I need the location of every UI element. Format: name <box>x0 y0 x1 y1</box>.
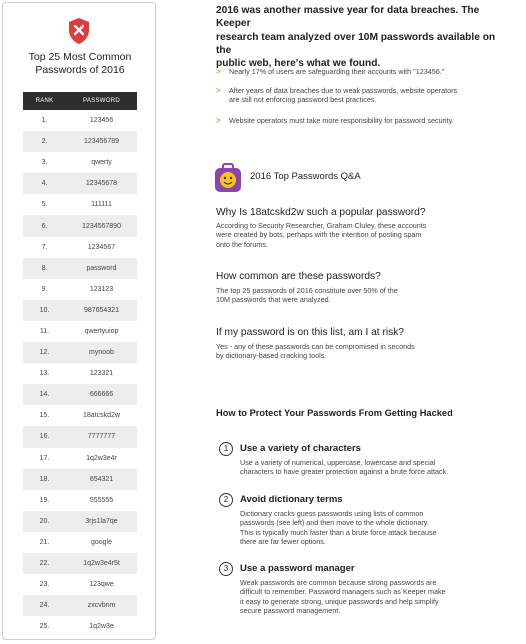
rank-cell: 9. <box>41 285 48 293</box>
rank-cell: 21. <box>39 538 50 546</box>
finding-bullet <box>216 116 506 125</box>
rank-cell: 1. <box>41 117 48 125</box>
rank-cell: 7. <box>41 243 48 251</box>
tip-line: secure password management. <box>240 605 341 615</box>
tip-body <box>240 509 502 546</box>
rank-cell: 3. <box>41 159 48 167</box>
qa-answer <box>216 342 496 361</box>
finding-bullet <box>216 67 506 76</box>
qa-answer <box>216 221 496 249</box>
password-cell: google <box>90 538 113 546</box>
password-cell: 123123 <box>89 285 114 293</box>
table-row <box>23 237 137 258</box>
answer-line: by dictionary-based cracking tools. <box>216 351 327 361</box>
password-cell: 3rjs1la7qe <box>85 517 118 525</box>
table-row <box>23 469 137 490</box>
answer-line: 10M passwords that were analyzed. <box>216 295 331 305</box>
password-cell: 1q2w3e4r <box>86 454 117 462</box>
password-cell: 1234567 <box>87 243 116 251</box>
answer-line: The top 25 passwords of 2016 constitute over 50% of the <box>216 286 398 295</box>
table-row <box>23 152 137 173</box>
intro-line: 2016 was another massive year for data breaches. The Keeper <box>216 5 480 30</box>
password-cell: 123456 <box>89 117 114 125</box>
password-cell: mynoob <box>89 349 114 357</box>
arrow-icon: > <box>216 86 221 95</box>
rank-cell: 22. <box>39 560 50 568</box>
tip-body <box>240 458 502 477</box>
password-cell: 1q2w3e4r5t <box>83 560 120 568</box>
tip-title: Use a password manager <box>240 563 355 574</box>
bullet-text: Nearly 17% of users are safeguarding their accounts with "123456." <box>229 67 445 76</box>
arrow-icon: > <box>216 67 221 76</box>
answer-line: were created by bots, perhaps with the intention of posting spam <box>216 230 422 240</box>
password-cell: zxcvbnm <box>87 602 116 610</box>
table-row <box>23 173 137 194</box>
tip-line: it easy to generate strong, unique passwords and help simplify <box>240 596 439 606</box>
password-cell: qwerty <box>91 159 112 167</box>
tip-line: passwords (see left) and then move to the whole dictionary. <box>240 518 429 528</box>
rank-cell: 23. <box>39 581 50 589</box>
rank-cell: 14. <box>39 391 50 399</box>
table-row <box>23 553 137 574</box>
password-cell: 12345678 <box>85 180 118 188</box>
top-passwords-panel <box>2 2 156 640</box>
password-cell: 1234567890 <box>82 222 121 230</box>
rank-cell: 18. <box>39 475 50 483</box>
passwords-table <box>23 92 137 637</box>
rank-cell: 4. <box>41 180 48 188</box>
password-cell: 111111 <box>91 201 112 209</box>
password-cell: 666666 <box>89 391 114 399</box>
protect-title: How to Protect Your Passwords From Getting Hacked <box>216 408 453 418</box>
answer-line: According to Security Researcher, Graham Cluley, these accounts <box>216 221 427 230</box>
table-row <box>23 300 137 321</box>
rank-cell: 15. <box>39 412 50 420</box>
table-row <box>23 532 137 553</box>
panel-title-line2: Passwords of 2016 <box>35 64 125 76</box>
bullet-text: are still not enforcing password best practices. <box>229 95 377 105</box>
rank-cell: 5. <box>41 201 48 209</box>
tip-line: Use a variety of numerical, uppercase, lowercase and special <box>240 458 436 467</box>
rank-cell: 20. <box>39 517 50 525</box>
table-body <box>23 110 137 637</box>
table-row <box>23 194 137 215</box>
rank-cell: 10. <box>39 306 50 314</box>
rank-cell: 12. <box>39 349 50 357</box>
password-cell: password <box>86 264 117 272</box>
arrow-icon: > <box>216 116 221 125</box>
rank-cell: 6. <box>41 222 48 230</box>
table-row <box>23 363 137 384</box>
table-row <box>23 616 137 637</box>
rank-cell: 13. <box>39 370 50 378</box>
rank-header: RANK <box>35 98 54 104</box>
tip-body <box>240 578 502 615</box>
qa-question: Why Is 18atcskd2w such a popular password? <box>216 207 426 218</box>
rank-cell: 8. <box>41 264 48 272</box>
table-row <box>23 110 137 131</box>
panel-title-line1: Top 25 Most Common <box>28 51 132 63</box>
rank-cell: 11. <box>39 327 50 335</box>
password-cell: 987654321 <box>83 306 120 314</box>
table-row <box>23 342 137 363</box>
answer-line: onto the forums. <box>216 239 268 249</box>
password-cell: 123321 <box>89 370 114 378</box>
password-cell: qwertyuiop <box>84 327 119 335</box>
table-row <box>23 595 137 616</box>
tip-line: This is typically much faster than a brute force attack because <box>240 527 437 537</box>
password-cell: 123456789 <box>83 138 120 146</box>
table-row <box>23 448 137 469</box>
shield-x-icon <box>67 17 91 45</box>
finding-bullet <box>216 86 506 105</box>
bullet-text: Website operators must take more responsibility for password security. <box>229 116 454 125</box>
tip-title: Use a variety of characters <box>240 443 361 454</box>
password-cell: 654321 <box>89 475 114 483</box>
table-row <box>23 258 137 279</box>
password-cell: 18atcskd2w <box>83 412 120 420</box>
bullet-text: After years of data breaches due to weak passwords, website operators <box>229 86 458 95</box>
step-number: 3 <box>219 562 233 576</box>
table-row <box>23 574 137 595</box>
intro-text <box>216 4 506 70</box>
table-header <box>23 92 137 110</box>
table-row <box>23 490 137 511</box>
answer-line: Yes - any of these passwords can be compromised in seconds <box>216 342 415 351</box>
rank-cell: 16. <box>39 433 50 441</box>
table-row <box>23 215 137 236</box>
table-row <box>23 321 137 342</box>
password-cell: 7777777 <box>87 433 116 441</box>
tip-line: Dictionary cracks guess passwords using lists of common <box>240 509 424 518</box>
password-cell: 123qwe <box>89 581 114 589</box>
password-cell: 555555 <box>89 496 114 504</box>
rank-cell: 19. <box>39 496 50 504</box>
rank-cell: 24. <box>39 602 50 610</box>
tip-line: Weak passwords are common because strong passwords are <box>240 578 437 587</box>
qa-answer <box>216 286 496 305</box>
table-row <box>23 384 137 405</box>
intro-line: research team analyzed over 10M passwords available on the <box>216 31 496 56</box>
password-header: PASSWORD <box>83 98 120 104</box>
password-cell: 1q2w3e <box>89 623 114 631</box>
qa-question: How common are these passwords? <box>216 271 381 282</box>
table-row <box>23 131 137 152</box>
tip-line: characters to have greater protection against a brute force attack. <box>240 467 449 477</box>
table-row <box>23 405 137 426</box>
qa-question: If my password is on this list, am I at risk? <box>216 327 404 338</box>
tip-line: there are far fewer options. <box>240 536 326 546</box>
tip-title: Avoid dictionary terms <box>240 494 343 505</box>
step-number: 1 <box>219 442 233 456</box>
rank-cell: 17. <box>39 454 50 462</box>
table-row <box>23 426 137 447</box>
tip-line: difficult to remember. Password managers such as Keeper make <box>240 587 446 597</box>
intro-line: public web, here's what we found. <box>216 58 381 70</box>
smiley-badge-icon <box>214 163 242 193</box>
rank-cell: 25. <box>39 623 50 631</box>
qa-title: 2016 Top Passwords Q&A <box>250 171 361 182</box>
table-row <box>23 279 137 300</box>
rank-cell: 2. <box>41 138 48 146</box>
table-row <box>23 511 137 532</box>
step-number: 2 <box>219 493 233 507</box>
